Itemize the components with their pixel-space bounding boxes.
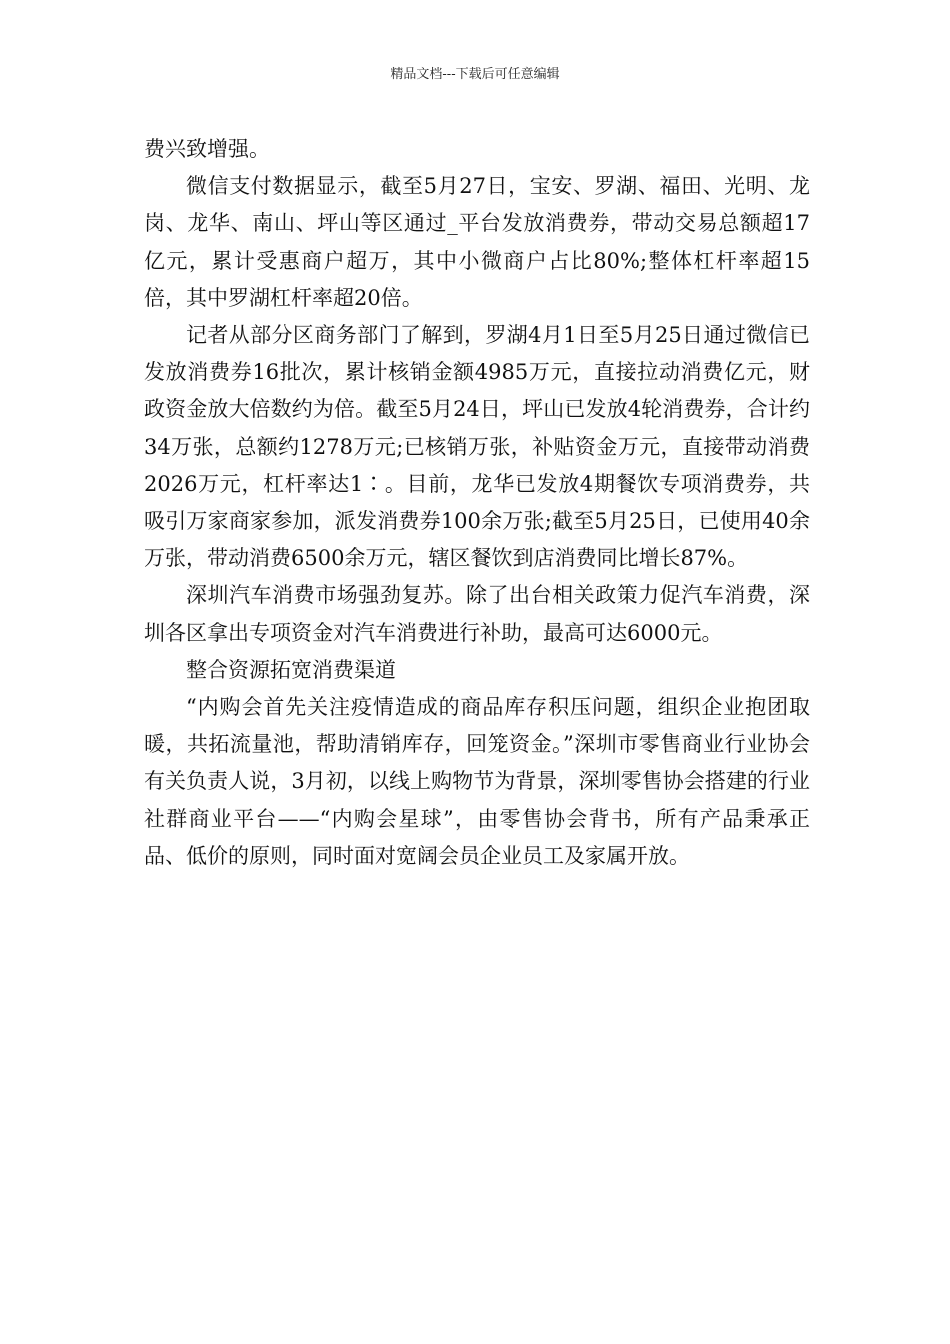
paragraph-internal-purchase: “内购会首先关注疫情造成的商品库存积压问题，组织企业抱团取暖，共拓流量池，帮助清销库存，回笼资金。”深圳市零售商业行业协会有关负责人说，3月初，以线上购物节为背景，深圳零售协会搭建的行业社群商业平台——“内购会星球”，由零售协会背书，所有产品秉承正品、低价的原则，同时面对宽阔会员企业员工及家属开放。 [144, 695, 810, 868]
paragraph-district-commerce: 记者从部分区商务部门了解到，罗湖4月1日至5月25日通过微信已发放消费券16批次，累计核销金额4985万元，直接拉动消费亿元，财政资金放大倍数约为倍。截至5月24日，坪山已发放4轮消费券，合计约34万张，总额约1278万元;已核销万张，补贴资金万元，直接带动消费2026万元，杠杆率达1∶。目前，龙华已发放4期餐饮专项消费券，共吸引万家商家参加，派发消费券100余万张;截至5月25日，已使用40余万张，带动消费6500余万元，辖区餐饮到店消费同比增长87%。 [144, 323, 810, 571]
section-heading: 整合资源拓宽消费渠道 [186, 657, 396, 682]
page-header: 精品文档---下载后可任意编辑 [390, 67, 560, 82]
paragraph-auto-consumption: 深圳汽车消费市场强劲复苏。除了出台相关政策力促汽车消费，深圳各区拿出专项资金对汽车消费进行补助，最高可达6000元。 [144, 583, 810, 645]
paragraph-wechat-pay-data: 微信支付数据显示，截至5月27日，宝安、罗湖、福田、光明、龙岗、龙华、南山、坪山等区通过_平台发放消费券，带动交易总额超17亿元，累计受惠商户超万，其中小微商户占比80%;整体杠杆率超15倍，其中罗湖杠杆率超20倍。 [144, 174, 810, 310]
paragraph-continuation: 费兴致增强。 [144, 137, 270, 161]
body-text [144, 131, 810, 875]
